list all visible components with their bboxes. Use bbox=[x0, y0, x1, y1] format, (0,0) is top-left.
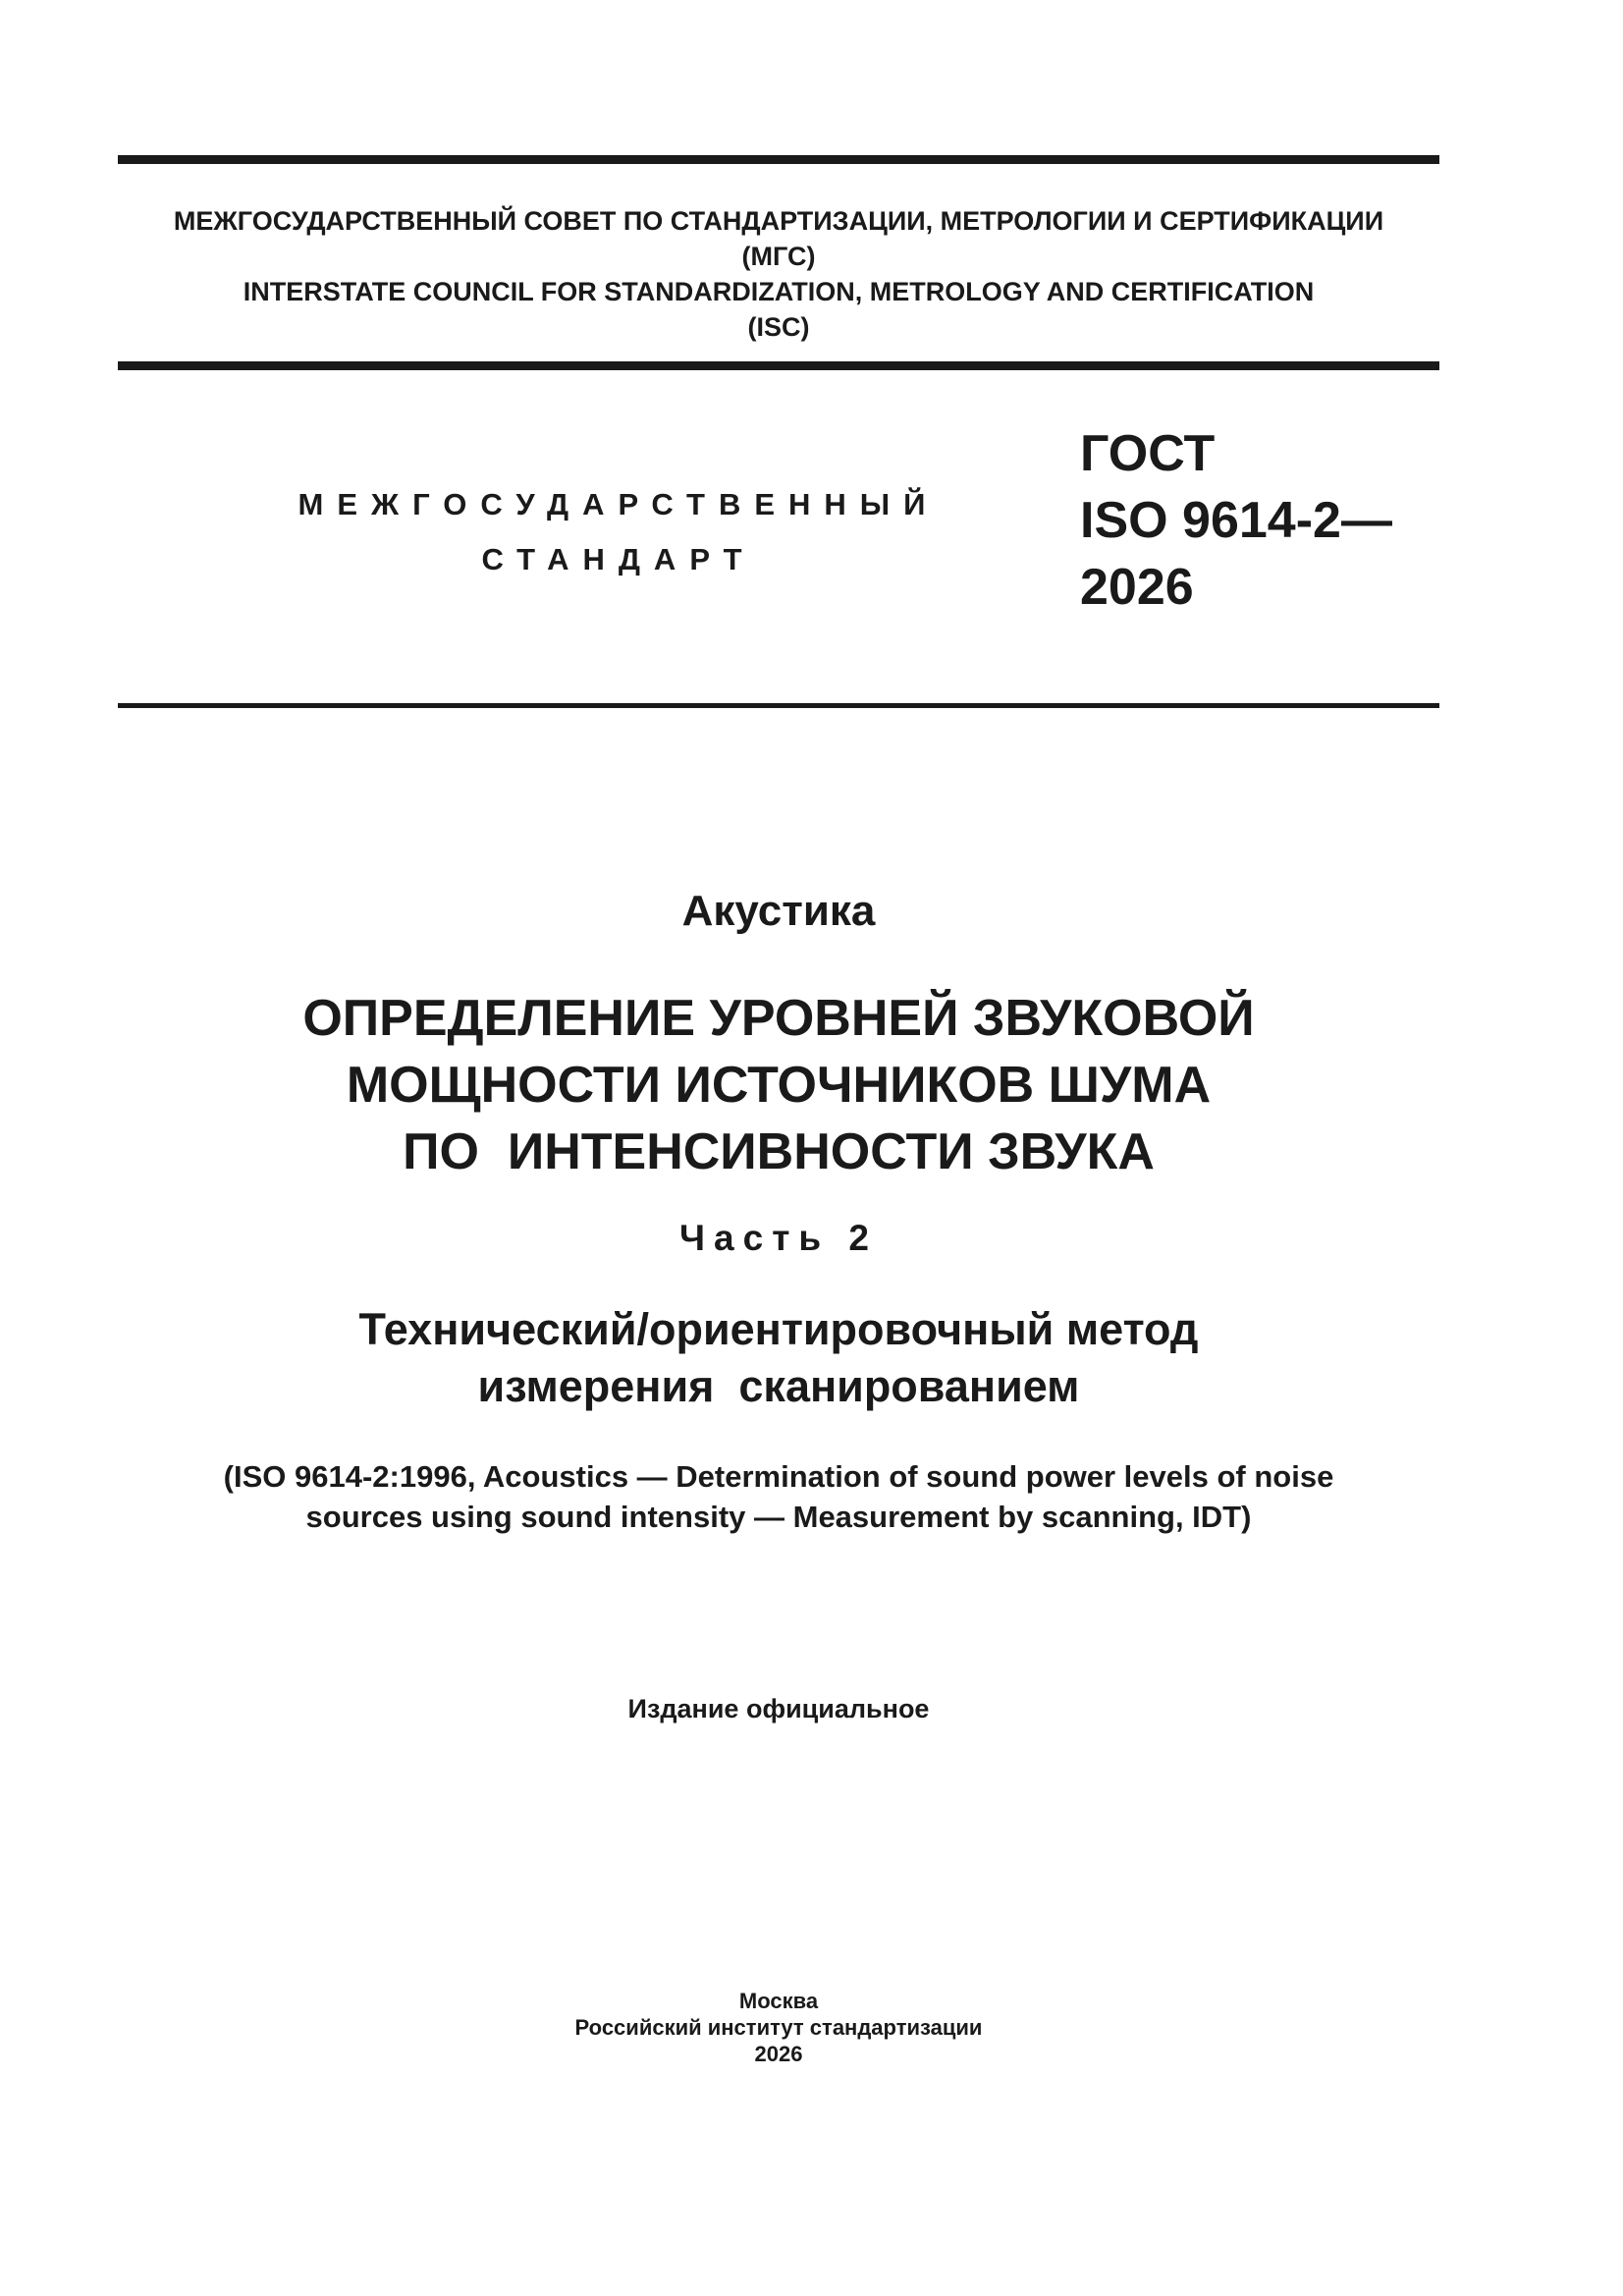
international-reference-line1: (ISO 9614-2:1996, Acoustics — Determination of sound power levels of noise bbox=[223, 1459, 1334, 1494]
standard-code-line3: 2026 bbox=[1080, 559, 1194, 616]
part-label: Часть 2 bbox=[679, 1218, 878, 1258]
standard-code-line1: ГОСТ bbox=[1080, 425, 1216, 482]
method-title bbox=[118, 1301, 1439, 1415]
standard-kind-line2: СТАНДАРТ bbox=[481, 542, 756, 576]
method-title-line2: измерения сканированием bbox=[477, 1361, 1080, 1411]
header-rule bbox=[118, 361, 1439, 370]
code-rule bbox=[118, 703, 1439, 708]
standard-kind bbox=[295, 477, 943, 587]
imprint bbox=[118, 1988, 1439, 2067]
council-header bbox=[118, 203, 1439, 345]
imprint-city: Москва bbox=[738, 1989, 819, 2013]
council-abbr-ru: (МГС) bbox=[741, 242, 816, 271]
method-title-line1: Технический/ориентировочный метод bbox=[358, 1304, 1199, 1354]
top-rule bbox=[118, 155, 1439, 164]
main-title-line3: ПО ИНТЕНСИВНОСТИ ЗВУКА bbox=[403, 1123, 1155, 1180]
standard-code bbox=[1080, 420, 1392, 621]
council-name-en: INTERSTATE COUNCIL FOR STANDARDIZATION, METROLOGY AND CERTIFICATION bbox=[243, 277, 1315, 306]
main-title-line1: ОПРЕДЕЛЕНИЕ УРОВНЕЙ ЗВУКОВОЙ bbox=[302, 990, 1255, 1047]
international-reference-line2: sources using sound intensity — Measurement by scanning, IDT) bbox=[305, 1500, 1252, 1534]
council-name-ru: МЕЖГОСУДАРСТВЕННЫЙ СОВЕТ ПО СТАНДАРТИЗАЦИИ, МЕТРОЛОГИИ И СЕРТИФИКАЦИИ bbox=[173, 206, 1384, 236]
council-abbr-en: (ISC) bbox=[747, 312, 810, 342]
imprint-year: 2026 bbox=[754, 2042, 803, 2066]
edition-label: Издание официальное bbox=[627, 1694, 930, 1723]
main-title-line2: МОЩНОСТИ ИСТОЧНИКОВ ШУМА bbox=[346, 1057, 1212, 1114]
standard-kind-line1: МЕЖГОСУДАРСТВЕННЫЙ bbox=[298, 487, 940, 521]
subject-title: Акустика bbox=[681, 887, 876, 935]
standard-code-line2: ISO 9614-2— bbox=[1080, 492, 1392, 549]
main-title bbox=[118, 985, 1439, 1185]
international-reference bbox=[118, 1456, 1439, 1537]
imprint-publisher: Российский институт стандартизации bbox=[574, 2015, 983, 2040]
